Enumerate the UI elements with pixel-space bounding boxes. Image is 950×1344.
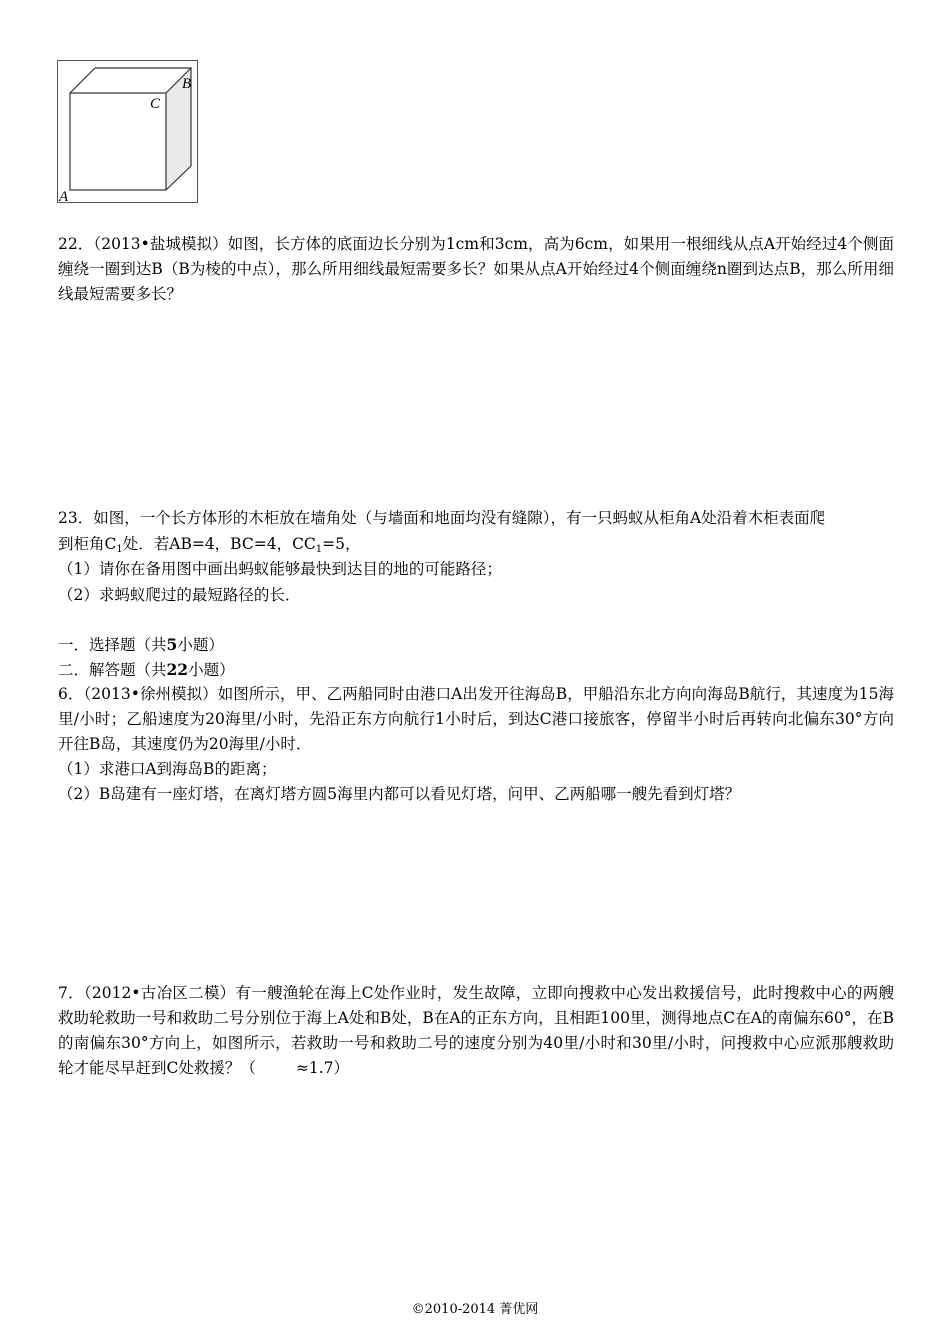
question-7: 7．（2012•古冶区二模）有一艘渔轮在海上C处作业时，发生故障，立即向搜救中心发出救援信号，此时搜救中心的两艘救助轮救助一号和救助二号分别位于海上A处和B处，B在A的正东方向，且相距100里，测得地点C在A的南偏东60°，在B的南偏东30°方向上，如图所示，若救助一号和救助二号的速度分别为40里/小时和30里/小时，问搜救中心应派那艘救助轮才能尽早赶到C处救援？（ ≈1.7） [58,984,894,1077]
question-6-part2: （2）B岛建有一座灯塔，在离灯塔方圆5海里内都可以看见灯塔，问甲、乙两船哪一艘先看到灯塔？ [58,785,741,803]
section-answer-summary: 二．解答题（共22小题） [58,660,235,679]
question-22: 22．（2013•盐城模拟）如图，长方体的底面边长分别为1cm和3cm，高为6cm，如果用一根细线从点A开始经过4个侧面缠绕一圈到达B（B为棱的中点），那么所用细线最短需要多长？如果从点A开始经过4个侧面缠绕n圈到达点B，那么所用细线最短需要多长？ [58,235,894,303]
cube-figure [57,60,198,203]
question-6-part1: （1）求港口A到海岛B的距离； [58,760,277,778]
label-b: B [182,76,192,92]
label-a: A [59,189,69,203]
label-c: C [150,96,161,112]
cube-diagram [57,60,198,203]
question-23-part2: （2）求蚂蚁爬过的最短路径的长． [58,586,301,604]
question-23-line1: 23．如图，一个长方体形的木柜放在墙角处（与墙面和地面均没有缝隙），有一只蚂蚁从柜角A处沿着木柜表面爬 [58,509,826,527]
section-choice-summary: 一．选择题（共5小题） [58,635,224,654]
page-footer: ©2010-2014 菁优网 [411,1302,539,1317]
question-6: 6．（2013•徐州模拟）如图所示，甲、乙两船同时由港口A出发开往海岛B，甲船沿东北方向向海岛B航行，其速度为15海里/小时；乙船速度为20海里/小时，先沿正东方向航行1小时后，到达C港口接旅客，停留半小时后再转向北偏东30°方向开往B岛，其速度仍为20海里/小时． [58,685,894,753]
question-23-line2: 到柜角$C_1$处．若AB=4，BC=4，$CC_1=5$， [58,535,361,555]
question-23-part1: （1）请你在备用图中画出蚂蚁能够最快到达目的地的可能路径； [58,560,502,578]
